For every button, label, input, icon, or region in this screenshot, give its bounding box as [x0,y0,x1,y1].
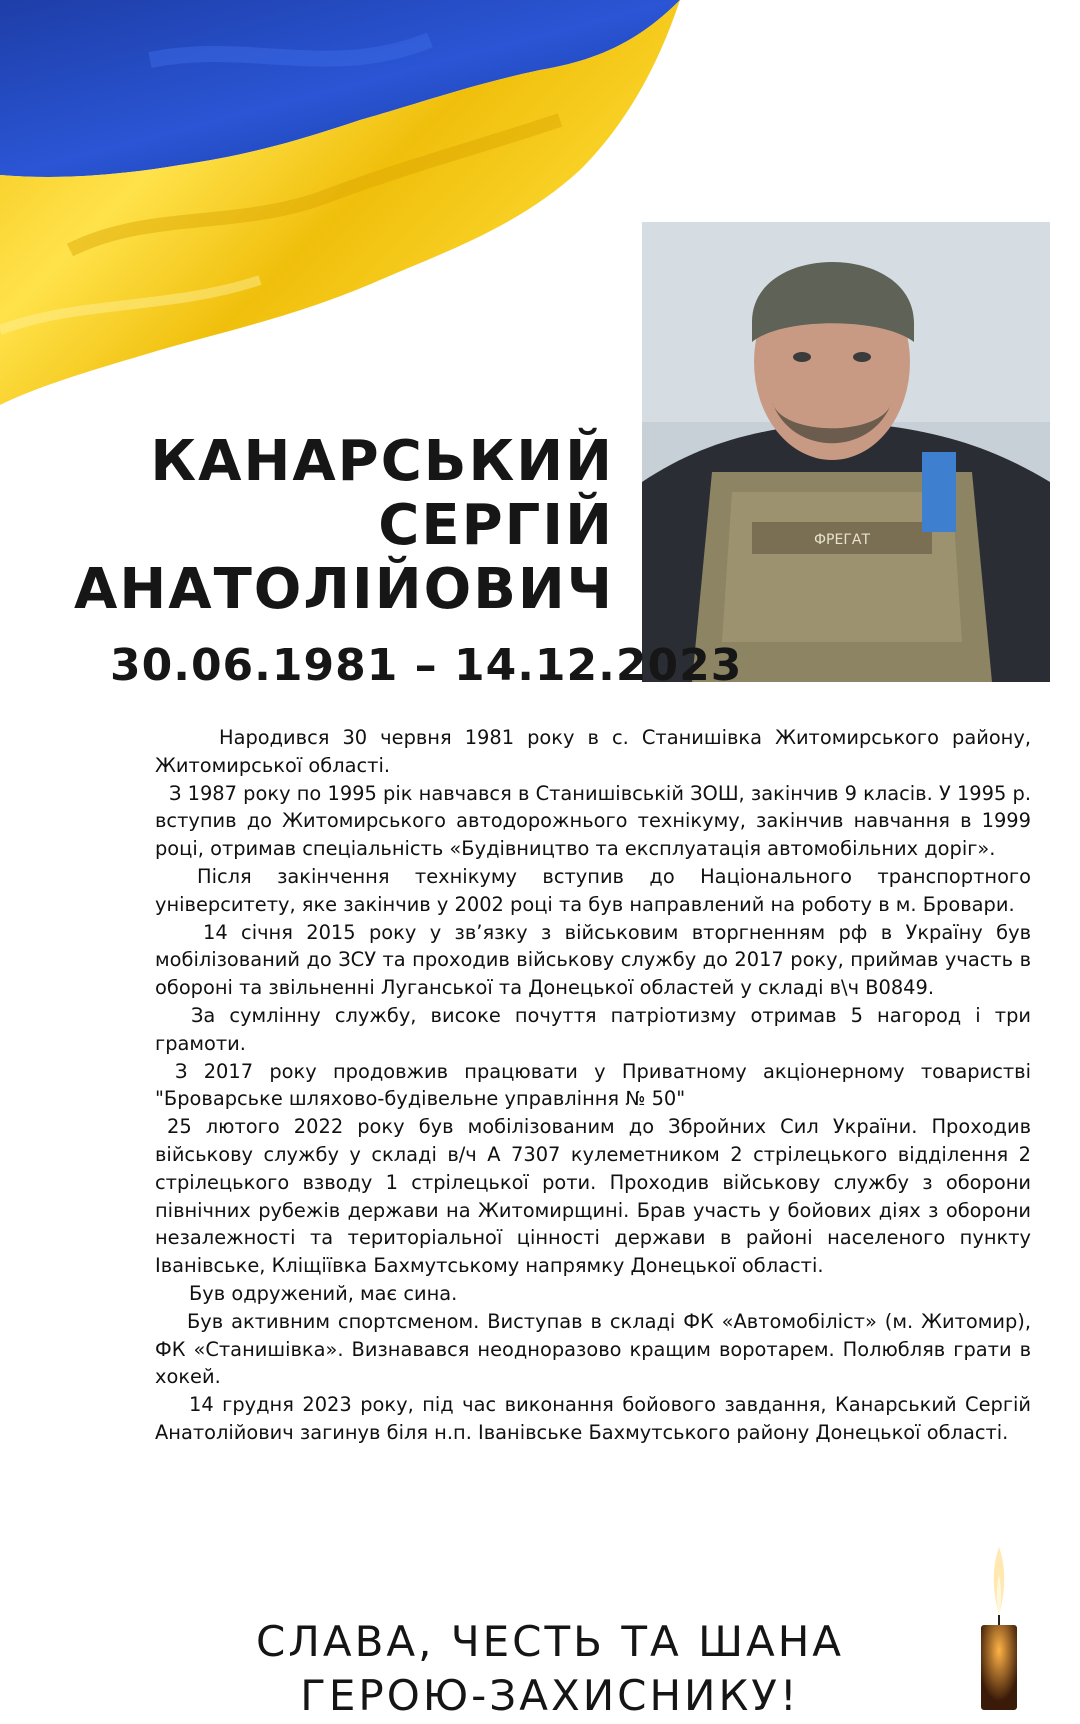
photo-name-patch: ФРЕГАТ [813,532,871,548]
first-name: СЕРГІЙ [378,493,614,558]
slogan-line-2: ГЕРОЮ-ЗАХИСНИКУ! [300,1671,800,1720]
bio-paragraph: 25 лютого 2022 року був мобілізованим до Збройних Сил України. Проходив військову службу у складі в/ч А 7307 кулеметником 2 стрілецького відділення 2 стрілецького взводу 1 стрілецької роти. Проходив військову службу з оборони північних рубежів держави на Житомирщині. Брав участь у бойових діях з оборони незалежності та територіальної цінності держави в районі населеного пункту Іванівське, Кліщіївка Бахмутському напрямку Донецької області. [155,1115,1031,1278]
bio-paragraph: Був активним спортсменом. Виступав в складі ФК «Автомобіліст» (м. Житомир), ФК «Станишівка». Визнавався неодноразово кращим воротарем. Полюбляв грати в хокей. [155,1309,1031,1389]
bio-paragraph: 14 січня 2015 року у зв’язку з військовим вторгненням рф в Україну був мобілізований до ЗСУ та проходив військову службу до 2017 року, приймав участь в обороні та звільненні Луганської та Донецької областей у складі в\ч В0849. [155,920,1031,1000]
bio-paragraph: Був одружений, має сина. [189,1281,458,1305]
biography [155,724,1031,1447]
life-dates: 30.06.1981 – 14.12.2023 [110,640,743,691]
patronymic: АНАТОЛІЙОВИЧ [74,557,614,622]
bio-paragraph: Народився 30 червня 1981 року в с. Станишівка Житомирського району, Житомирської області. [155,726,1031,777]
memorial-slogan [200,1615,900,1723]
ukrainian-flag [0,0,690,420]
bio-paragraph: З 2017 року продовжив працювати у Приватному акціонерному товаристві "Броварське шляхово-будівельне управління № 50" [155,1059,1031,1111]
bio-paragraph: За сумлінну службу, високе почуття патріотизму отримав 5 нагород і три грамоти. [155,1003,1031,1055]
hero-name [74,430,614,622]
bio-paragraph: Після закінчення технікуму вступив до Національного транспортного університету, яке закінчив у 2002 році та був направлений на роботу в м. Бровари. [155,864,1031,916]
bio-paragraph: З 1987 року по 1995 рік навчався в Станишівській ЗОШ, закінчив 9 класів. У 1995 р. вступив до Житомирського автодорожнього технікуму, закінчив навчання в 1999 році, отримав спеціальність «Будівництво та експлуатація автомобільних доріг». [155,781,1031,861]
candle-icon [975,1545,1023,1710]
slogan-line-1: СЛАВА, ЧЕСТЬ ТА ШАНА [255,1617,845,1666]
surname: КАНАРСЬКИЙ [150,429,614,494]
bio-paragraph: 14 грудня 2023 року, під час виконання бойового завдання, Канарський Сергій Анатолійович загинув біля н.п. Іванівське Бахмутського району Донецької області. [155,1393,1031,1444]
soldier-portrait-photo [642,222,1050,682]
